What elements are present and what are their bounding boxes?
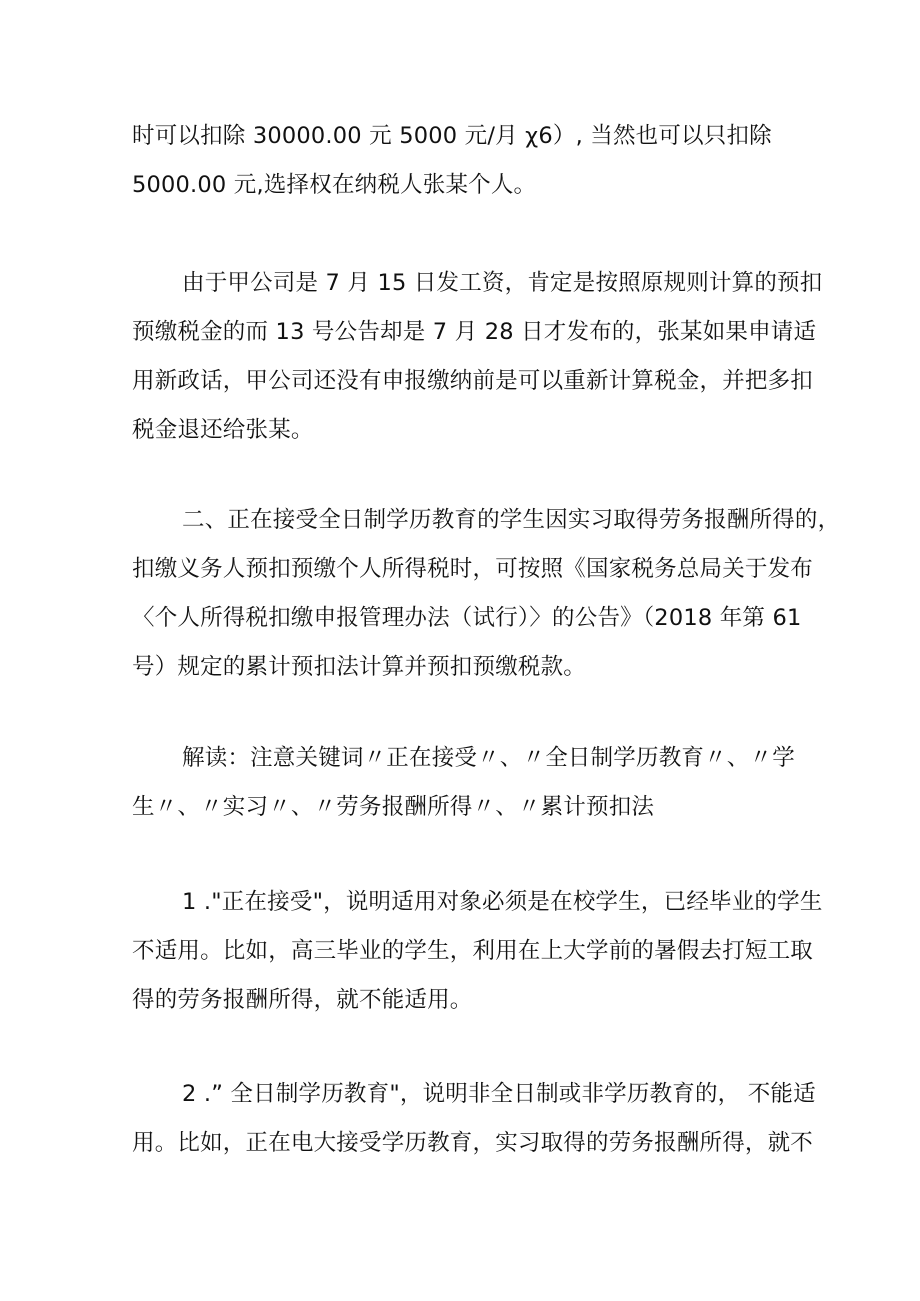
- text-line: 1 ."正在接受"，说明适用对象必须是在校学生，已经毕业的学生: [182, 889, 823, 915]
- text-line: 扣缴义务人预扣预缴个人所得税时，可按照《国家税务总局关于发布: [132, 556, 814, 582]
- paragraph-deduction-choice: [132, 112, 796, 210]
- text-line: 生〃、〃实习〃、〃劳务报酬所得〃、〃累计预扣法: [132, 794, 655, 820]
- text-line: 用。比如，正在电大接受学历教育，实习取得的劳务报酬所得，就不: [132, 1130, 814, 1156]
- text-line: 时可以扣除 30000.00 元 5000 元/月 χ6）, 当然也可以只扣除: [132, 123, 772, 149]
- paragraph-section-two: [132, 496, 841, 692]
- text-line: 解读：注意关键词〃正在接受〃、〃全日制学历教育〃、〃学: [182, 745, 795, 771]
- paragraph-point-two: [132, 1070, 816, 1168]
- text-line: 用新政话，甲公司还没有申报缴纳前是可以重新计算税金，并把多扣: [132, 368, 814, 394]
- text-line: 二、正在接受全日制学历教育的学生因实习取得劳务报酬所得的，: [182, 507, 841, 533]
- text-line: 预缴税金的而 13 号公告却是 7 月 28 日才发布的，张某如果申请适: [132, 319, 817, 345]
- text-line: 得的劳务报酬所得，就不能适用。: [132, 987, 473, 1013]
- paragraph-company-payroll: [132, 259, 823, 455]
- text-line: 不适用。比如，高三毕业的学生，利用在上大学前的暑假去打短工取: [132, 938, 814, 964]
- text-line: 由于甲公司是 7 月 15 日发工资，肯定是按照原规则计算的预扣: [182, 270, 823, 296]
- paragraph-point-one: [132, 878, 823, 1025]
- paragraph-interpretation: [132, 734, 796, 832]
- text-line: 号）规定的累计预扣法计算并预扣预缴税款。: [132, 654, 587, 680]
- text-line: 税金退还给张某。: [132, 417, 314, 443]
- text-line: 〈个人所得税扣缴申报管理办法（试行）〉的公告》（2018 年第 61: [132, 605, 802, 631]
- text-line: 2 .” 全日制学历教育"，说明非全日制或非学历教育的， 不能适: [182, 1081, 816, 1107]
- text-line: 5000.00 元,选择权在纳税人张某个人。: [132, 172, 537, 198]
